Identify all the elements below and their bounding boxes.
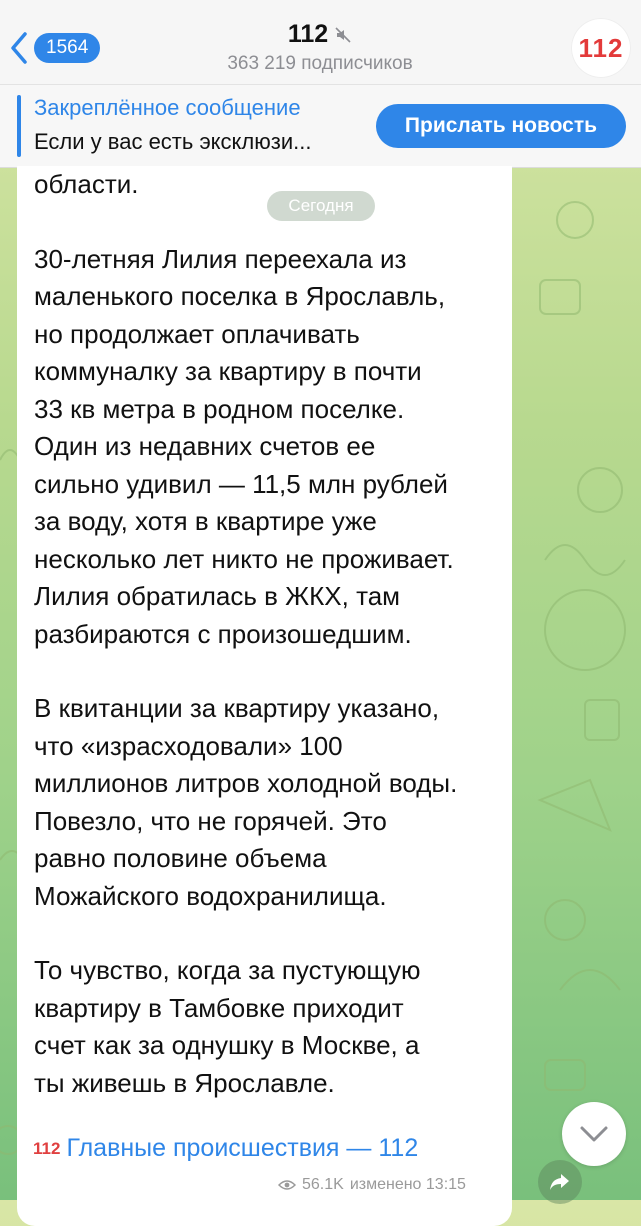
chat-title-area[interactable]	[150, 20, 490, 75]
message-paragraph: 30-летняя Лилия переехала из маленького поселка в Ярославль, но продолжает оплачивать коммуналку за квартиру в почти 33 кв метра в родном поселке. Один из недавних счетов ее сильно удивил — 11,5 млн рублей за воду, хотя в квартире уже несколько лет никто не проживает. Лилия обратилась в ЖКХ, там разбираются с произошедшим.	[34, 243, 454, 649]
back-button[interactable]	[10, 28, 100, 68]
pinned-text: Если у вас есть эксклюзи...	[34, 129, 312, 154]
date-separator: Сегодня	[267, 191, 375, 221]
share-arrow-icon	[549, 1172, 571, 1192]
message-paragraph: В квитанции за квартиру указано, что «израсходовали» 100 миллионов литров холодной воды. Повезло, что не горячей. Это равно половине объема Можайского водохранилища.	[34, 693, 458, 911]
channel-avatar[interactable]: 112	[571, 18, 631, 78]
channel-link[interactable]	[33, 1134, 418, 1163]
channel-emoji: 112	[33, 1138, 61, 1158]
subscriber-count: 363 219 подписчиков	[227, 53, 413, 74]
message-fragment: области.	[34, 169, 139, 199]
pinned-indicator	[17, 95, 21, 157]
scroll-down-button[interactable]	[562, 1102, 626, 1166]
unread-count-badge: 1564	[34, 33, 100, 63]
pinned-message-bar[interactable]	[0, 84, 641, 168]
view-count: 56.1K	[302, 1176, 344, 1193]
channel-link-text[interactable]: Главные происшествия — 112	[66, 1134, 419, 1162]
chat-header	[0, 0, 641, 84]
message-meta	[278, 1176, 466, 1194]
eye-icon	[278, 1179, 296, 1191]
pinned-title: Закреплённое сообщение	[34, 95, 301, 120]
chat-title: 112	[287, 20, 329, 48]
message-paragraph: То чувство, когда за пустующую квартиру в Тамбовке приходит счет как за однушку в Москве, а ты живешь в Ярославле.	[34, 955, 421, 1098]
muted-icon	[334, 26, 352, 44]
message-body	[34, 166, 504, 1102]
chevron-left-icon	[10, 31, 28, 65]
edited-time: изменено 13:15	[349, 1176, 466, 1193]
chevron-down-icon	[579, 1125, 609, 1143]
send-news-button[interactable]: Прислать новость	[376, 104, 626, 148]
message-bubble[interactable]	[17, 166, 512, 1226]
share-button[interactable]	[538, 1160, 582, 1204]
